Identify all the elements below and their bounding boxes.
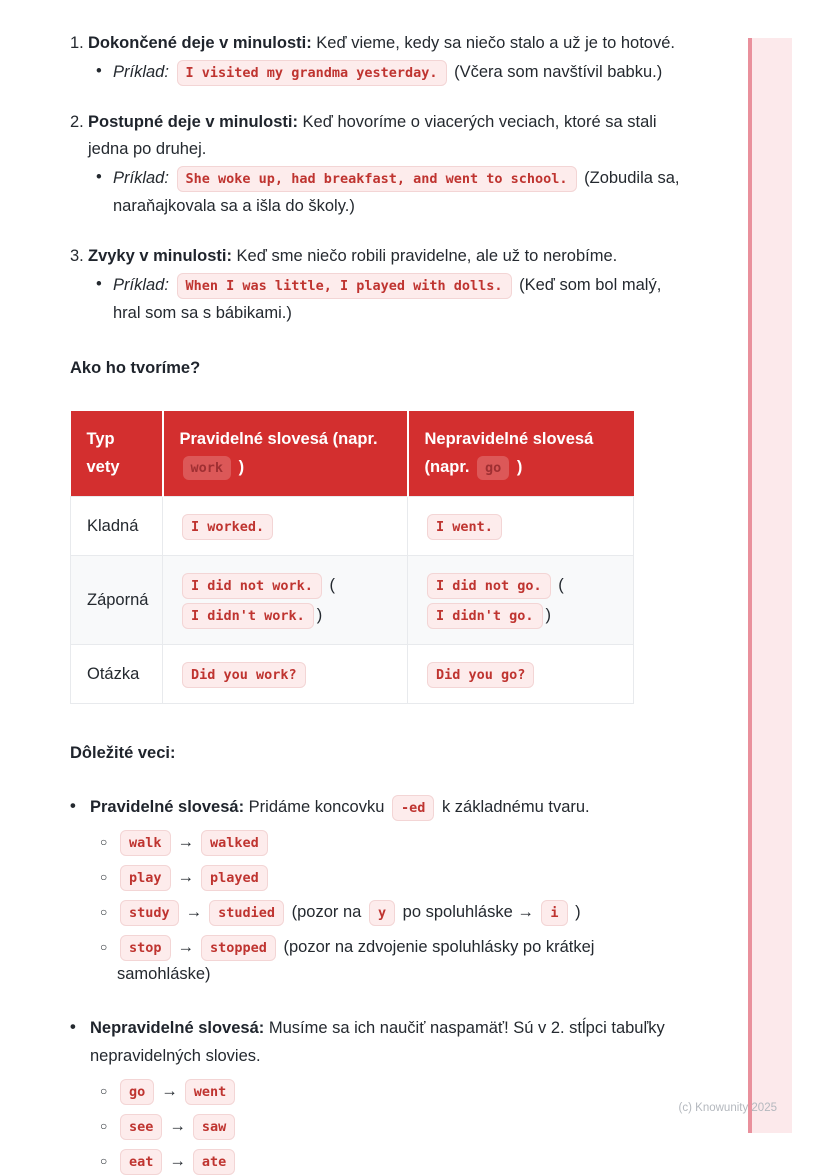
conversion-body — [117, 1078, 690, 1105]
conversion-body — [117, 934, 690, 988]
conversion-note: (pozor na — [291, 902, 366, 921]
conversion-note: (pozor na zdvojenie spoluhlásky po krátkej samohláske) — [117, 937, 595, 983]
code-chip: walked — [201, 830, 268, 856]
header-code-chip: work — [183, 456, 232, 480]
code-chip: went — [185, 1079, 236, 1105]
conversion-body — [117, 1113, 690, 1140]
conversion-row — [100, 829, 690, 856]
example-translation: (Včera som navštívil babku.) — [449, 63, 663, 81]
code-chip: played — [201, 865, 268, 891]
conversion-body — [117, 899, 690, 926]
example-row — [96, 271, 688, 327]
cell-regular — [163, 555, 408, 644]
important-item-regular — [70, 793, 695, 988]
conversion-row — [100, 934, 690, 988]
circle-bullet-icon — [100, 1113, 117, 1140]
code-chip: see — [120, 1114, 162, 1140]
conversion-body — [117, 864, 690, 891]
important-text: Pridáme koncovku — [244, 797, 389, 816]
conversion-row — [100, 1078, 690, 1105]
watermark-text: (c) Knowunity 2025 — [678, 1102, 777, 1114]
conversion-list — [100, 1078, 690, 1175]
item-text: Keď vieme, kedy sa niečo stalo a už je to hotové. — [311, 34, 675, 52]
cell-regular — [163, 496, 408, 555]
suffix-code-chip: -ed — [392, 795, 434, 821]
circle-bullet-icon — [100, 829, 117, 856]
code-chip: studied — [209, 900, 284, 926]
item-text: Keď hovoríme o viacerých veciach, ktoré sa stali jedna po druhej. — [88, 113, 657, 158]
circle-bullet-icon — [100, 934, 117, 988]
example-body — [113, 164, 688, 220]
code-chip: saw — [193, 1114, 235, 1140]
conversion-note: po spoluhláske → — [398, 902, 539, 921]
code-chip: walk — [120, 830, 171, 856]
arrow-icon: → — [169, 1116, 186, 1135]
example-row — [96, 164, 688, 220]
header-text: Pravidelné slovesá (napr. — [179, 430, 378, 449]
row-label: Záporná — [71, 555, 163, 644]
code-chip: play — [120, 865, 171, 891]
code-chip: I didn't work. — [182, 603, 314, 629]
code-chip: ate — [193, 1149, 235, 1175]
conversion-body — [117, 829, 690, 856]
code-chip: I did not go. — [427, 573, 551, 599]
important-text: Musíme sa ich naučiť naspamäť! Sú v 2. stĺpci tabuľky nepravidelných slovies. — [90, 1018, 665, 1065]
circle-bullet-icon — [100, 1078, 117, 1105]
item-body — [88, 109, 688, 220]
circle-bullet-icon — [100, 864, 117, 891]
bullet-icon — [70, 1014, 90, 1175]
example-body — [113, 58, 688, 86]
important-body — [90, 793, 690, 988]
section-heading-form: Ako ho tvoríme? — [70, 359, 201, 377]
important-title: Nepravidelné slovesá: — [90, 1018, 265, 1037]
arrow-icon: → — [185, 902, 203, 921]
example-code-chip: I visited my grandma yesterday. — [177, 60, 447, 86]
example-translation: (Keď som bol malý, hral som sa s bábikami.) — [113, 276, 662, 322]
item-text: Keď sme niečo robili pravidelne, ale už to nerobíme. — [231, 247, 618, 265]
item-number: 2. — [70, 113, 84, 131]
example-label: Príklad: — [113, 169, 169, 187]
circle-bullet-icon — [100, 1148, 117, 1175]
cell-irregular — [408, 555, 634, 644]
arrow-icon: → — [177, 832, 195, 851]
conversion-row — [100, 1148, 690, 1175]
arrow-icon: → — [177, 867, 195, 886]
arrow-icon: → — [177, 937, 195, 956]
arrow-icon: → — [161, 1081, 178, 1100]
example-label: Príklad: — [113, 276, 169, 294]
header-cell-irregular — [408, 411, 634, 496]
bullet-icon — [96, 271, 113, 327]
conversion-row — [100, 899, 690, 926]
header-text: ) — [512, 458, 523, 477]
code-chip: I worked. — [182, 514, 273, 540]
cell-regular — [163, 644, 408, 703]
conversion-list — [100, 829, 690, 988]
important-item-irregular — [70, 1014, 695, 1175]
header-code-chip: go — [477, 456, 509, 480]
conversion-body — [117, 1148, 690, 1175]
important-heading: Dôležité veci: — [70, 743, 176, 762]
paren: ( — [324, 575, 336, 594]
bullet-icon — [96, 58, 113, 86]
header-text: ) — [234, 458, 245, 477]
paren: ( — [553, 575, 564, 594]
bullet-icon — [70, 793, 90, 988]
table-row-negative — [71, 555, 634, 644]
code-chip: i — [541, 900, 567, 926]
important-text: k základnému tvaru. — [437, 797, 590, 816]
conversion-note: ) — [570, 902, 581, 921]
item-number: 1. — [70, 34, 84, 52]
grammar-table — [70, 411, 634, 704]
item-body — [88, 243, 688, 327]
code-chip: Did you go? — [427, 662, 534, 688]
item-title: Postupné deje v minulosti: — [88, 113, 298, 131]
item-body — [88, 30, 688, 86]
row-label: Otázka — [71, 644, 163, 703]
intro-item-1 — [70, 30, 695, 86]
code-chip: stop — [120, 935, 171, 961]
example-body — [113, 271, 688, 327]
item-number: 3. — [70, 247, 84, 265]
conversion-row — [100, 1113, 690, 1140]
header-cell-regular — [163, 411, 408, 496]
arrow-icon: → — [169, 1151, 186, 1170]
item-title: Zvyky v minulosti: — [88, 247, 232, 265]
code-chip: eat — [120, 1149, 162, 1175]
intro-item-2 — [70, 109, 695, 220]
example-row — [96, 58, 688, 86]
header-cell-type: Typ vety — [71, 411, 163, 496]
example-code-chip: When I was little, I played with dolls. — [177, 273, 512, 299]
table-row-question — [71, 644, 634, 703]
document-content — [70, 30, 695, 1175]
table-header-row — [71, 411, 634, 496]
code-chip: I went. — [427, 514, 502, 540]
code-chip: study — [120, 900, 179, 926]
example-label: Príklad: — [113, 63, 169, 81]
code-chip: y — [369, 900, 395, 926]
item-title: Dokončené deje v minulosti: — [88, 34, 312, 52]
circle-bullet-icon — [100, 899, 117, 926]
header-text: Nepravidelné slovesá (napr. — [424, 430, 594, 477]
code-chip: go — [120, 1079, 154, 1105]
table-row-affirmative — [71, 496, 634, 555]
code-chip: Did you work? — [182, 662, 306, 688]
cell-irregular — [408, 496, 634, 555]
highlight-stripe — [748, 38, 792, 1133]
important-body — [90, 1014, 690, 1175]
cell-irregular — [408, 644, 634, 703]
paren: ) — [316, 605, 323, 624]
code-chip: I didn't go. — [427, 603, 543, 629]
row-label: Kladná — [71, 496, 163, 555]
code-chip: I did not work. — [182, 573, 322, 599]
conversion-row — [100, 864, 690, 891]
bullet-icon — [96, 164, 113, 220]
example-translation: (Zobudila sa, naraňajkovala sa a išla do školy.) — [113, 169, 680, 215]
code-chip: stopped — [201, 935, 276, 961]
intro-item-3 — [70, 243, 695, 327]
paren: ) — [545, 605, 552, 624]
example-code-chip: She woke up, had breakfast, and went to school. — [177, 166, 577, 192]
important-title: Pravidelné slovesá: — [90, 797, 245, 816]
